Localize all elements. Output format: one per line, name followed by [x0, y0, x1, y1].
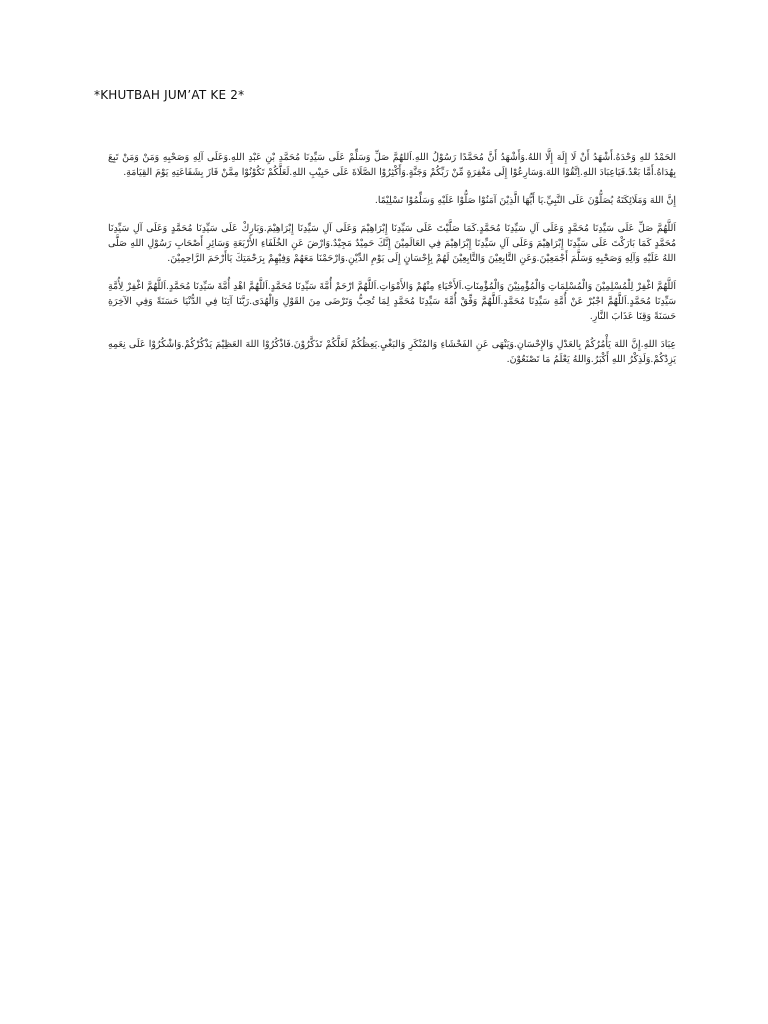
page-title: *KHUTBAH JUM’AT KE 2*: [94, 88, 245, 102]
paragraph-verse: إِنَّ اللهَ وَمَلَائِكَتَهُ يُصَلُّوْنَ عَلَى النَّبِيِّ.يَا أَيُّهَا الَّذِيْنَ آمَنُوْا صَلُّوْا عَلَيْهِ وَسَلِّمُوْا تَسْلِيْمًا.: [374, 195, 676, 206]
paragraph-opening: الحَمْدُ للهِ وَحْدَهُ.أَشْهَدُ أَنْ لَا إِلَهَ إِلَّا اللهُ.وَأَشْهَدُ أَنَّ مُحَمَّدًا رَسُوْلُ اللهِ.اَللهُمَّ صَلِّ وَسَلِّمْ عَلَى سَيِّدِنَا مُحَمَّدِ بْنِ عَبْدِ اللهِ.وَعَلَى آلِهِ وَصَحْبِهِ وَمَنْ وَمَنْ تَبِعَ بِهُدَاهُ.أَمَّا بَعْدُ.فَيَاعِبَادَ اللهِ.اِتَّقُوْا اللهَ.وَسَارِعُوْا إِلَى مَغْفِرَةٍ مِّنْ رَبِّكُمْ وَجَنَّةٍ.وَأَكْثِرُوْا الصَّلَاةَ عَلَى حَبِيْبِ اللهِ.لَعَلَّكُمْ تَكُوْنُوْا مِمَّنْ فَازَ بِشَفَاعَتِهِ يَوْمَ القِيَامَةِ.: [108, 152, 676, 178]
khutbah-body: [108, 150, 676, 380]
paragraph-closing: عِبَادَ اللهِ.إِنَّ اللهَ يَأْمُرُكُمْ بِالعَدْلِ وَالإِحْسَانِ.وَيَنْهَى عَنِ الفَحْشَاءِ وَالمُنْكَرِ وَالبَغْيِ.يَعِظُكُمْ لَعَلَّكُمْ تَذَكَّرُوْنَ.فَاذْكُرُوْا اللهَ العَظِيْمَ يَذْكُرْكُمْ.وَاشْكُرُوْا عَلَى نِعَمِهِ يَزِدْكُمْ.وَلَذِكْرُ اللهِ أَكْبَرُ.وَاللهُ يَعْلَمُ مَا تَصْنَعُوْنَ.: [108, 339, 676, 365]
paragraph-salawat: اَللَّهُمَّ صَلِّ عَلَى سَيِّدِنَا مُحَمَّدٍ وَعَلَى آلِ سَيِّدِنَا مُحَمَّدٍ.كَمَا صَلَّيْتَ عَلَى سَيِّدِنَا إِبْرَاهِيْمَ وَعَلَى آلِ سَيِّدِنَا إِبْرَاهِيْمَ.وَبَارِكْ عَلَى سَيِّدِنَا مُحَمَّدٍ وَعَلَى آلِ سَيِّدِنَا مُحَمَّدٍ كَمَا بَارَكْتَ عَلَى سَيِّدِنَا إِبْرَاهِيْمَ وَعَلَى آلِ سَيِّدِنَا إِبْرَاهِيْمَ فِي العَالَمِيْنَ إِنَّكَ حَمِيْدٌ مَجِيْدٌ.وَارْضَ عَنِ الخُلَفَاءِ الأَرْبَعَةِ وَسَائِرِ أَصْحَابِ رَسُوْلِ اللهِ صَلَّى اللهُ عَلَيْهِ وَآلِهِ وَصَحْبِهِ وَسَلَّمَ أَجْمَعِيْنَ.وَعَنِ التَّابِعِيْنَ وَالتَّابِعِيْنَ لَهُمْ بِإِحْسَانٍ إِلَى يَوْمِ الدِّيْنِ.وَارْحَمْنَا مَعَهُمْ وَفِيْهِمْ بِرَحْمَتِكَ يَاأَرْحَمَ الرَّاحِمِيْنَ.: [108, 223, 676, 264]
paragraph-dua: اَللَّهُمَّ اغْفِرْ لِلْمُسْلِمِيْنَ وَالْمُسْلِمَاتِ وَالْمُؤْمِنِيْنَ وَالْمُؤْمِنَاتِ.اَلأَحْيَاءِ مِنْهُمْ وَالأَمْوَاتِ.اَللَّهُمَّ ارْحَمْ أُمَّةَ سَيِّدِنَا مُحَمَّدٍ.اَللَّهُمَّ اهْدِ أُمَّةَ سَيِّدِنَا مُحَمَّدٍ.اَللَّهُمَّ اغْفِرْ لِأُمَّةِ سَيِّدِنَا مُحَمَّدٍ.اَللَّهُمَّ اجْبُرْ عَنْ أُمَّةِ سَيِّدِنَا مُحَمَّدٍ.اَللَّهُمَّ وَفِّقْ أُمَّةَ سَيِّدِنَا مُحَمَّدٍ لِمَا تُحِبُّ وَتَرْضَى مِنَ القَوْلِ وَالْهُدَى.رَبَّنَا آتِنَا فِي الدُّنْيَا حَسَنَةً وَفِي الآخِرَةِ حَسَنَةً وَقِنَا عَذَابَ النَّارِ.: [108, 281, 676, 322]
